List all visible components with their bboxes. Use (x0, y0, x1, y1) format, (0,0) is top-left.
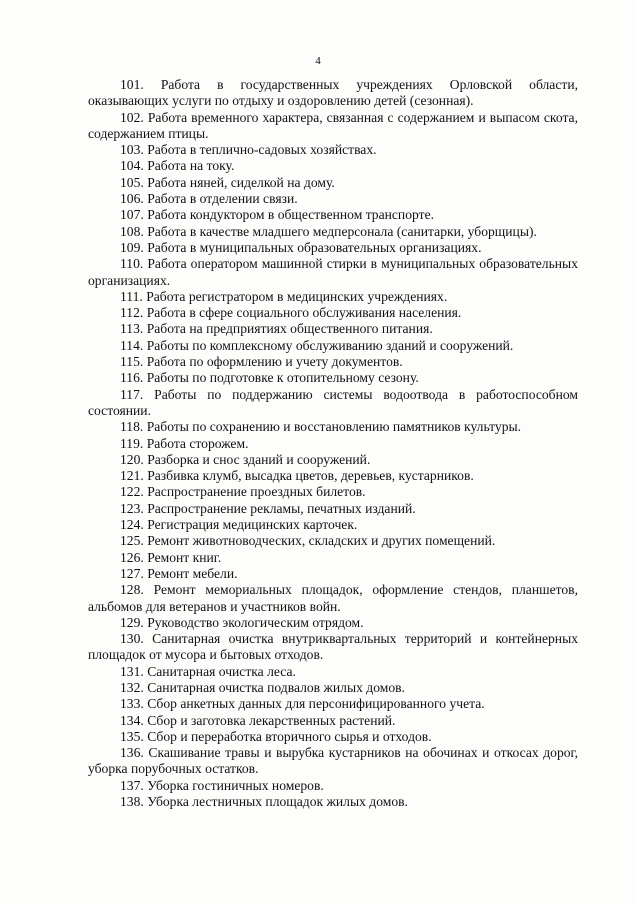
item-number: 116. (120, 370, 144, 386)
item-number: 110. (120, 256, 144, 272)
item-number: 114. (120, 337, 144, 353)
item-text: Уборка лестничных площадок жилых домов. (147, 794, 408, 810)
item-text: Работа в тепличнo-садовых хозяйствах. (147, 142, 377, 158)
item-number: 113. (120, 321, 144, 337)
list-item (88, 615, 578, 631)
list-item (88, 664, 578, 680)
item-number: 131. (120, 663, 144, 679)
list-item (88, 452, 578, 468)
list-item (88, 256, 578, 289)
item-number: 106. (120, 191, 144, 207)
item-number: 121. (120, 468, 144, 484)
item-number: 115. (120, 354, 144, 370)
list-item (88, 745, 578, 778)
item-number: 120. (120, 451, 144, 467)
item-text: Работа на предприятиях общественного питания. (146, 321, 433, 337)
item-number: 119. (120, 435, 144, 451)
list-item (88, 142, 578, 158)
list-item (88, 387, 578, 420)
list-item (88, 191, 578, 207)
item-text: Ремонт книг. (147, 549, 222, 565)
item-text: Ремонт мемориальных площадок, оформление стендов, планшетов, альбомов для ветеранов и участников войн. (88, 582, 578, 614)
item-text: Регистрация медицинских карточек. (147, 517, 358, 533)
item-text: Работа оператором машинной стирки в муниципальных образовательных организациях. (88, 256, 578, 288)
item-text: Работа в муниципальных образовательных организациях. (147, 239, 482, 255)
item-text: Уборка гостиничных номеров. (147, 777, 324, 793)
item-text: Ремонт мебели. (147, 565, 238, 581)
item-text: Распространение проездных билетов. (147, 484, 366, 500)
list-item (88, 631, 578, 664)
list-item (88, 370, 578, 386)
item-text: Разборка и снос зданий и сооружений. (147, 451, 371, 467)
item-text: Руководство экологическим отрядом. (147, 614, 364, 630)
item-number: 137. (120, 777, 144, 793)
item-number: 136. (120, 745, 144, 761)
item-number: 111. (120, 288, 143, 304)
item-text: Работы по подготовке к отопительному сезону. (146, 370, 419, 386)
list-item (88, 484, 578, 500)
list-item (88, 713, 578, 729)
item-text: Сбор и заготовка лекарственных растений. (147, 712, 396, 728)
item-number: 117. (120, 386, 144, 402)
item-number: 112. (120, 305, 144, 321)
item-text: Работа регистратором в медицинских учреждениях. (146, 288, 448, 304)
item-number: 107. (120, 207, 144, 223)
item-text: Санитарная очистка подвалов жилых домов. (147, 679, 405, 695)
item-number: 104. (120, 158, 144, 174)
list-item (88, 696, 578, 712)
list-item (88, 77, 578, 110)
item-number: 129. (120, 614, 144, 630)
list-item (88, 224, 578, 240)
list-item (88, 533, 578, 549)
list-item (88, 175, 578, 191)
page-number: 4 (315, 55, 321, 67)
item-text: Скашивание травы и вырубка кустарников на обочинах и откосах дорог, уборка порубочных остатков. (88, 745, 578, 777)
item-number: 128. (120, 582, 144, 598)
item-number: 126. (120, 549, 144, 565)
item-text: Работа няней, сиделкой на дому. (147, 174, 335, 190)
item-text: Санитарная очистка леса. (147, 663, 296, 679)
item-number: 101. (120, 77, 144, 92)
item-text: Работа временного характера, связанная с содержанием и выпасом скота, содержанием птицы. (88, 109, 578, 141)
item-number: 102. (120, 109, 144, 125)
item-number: 130. (120, 631, 144, 647)
item-text: Сбор и переработка вторичного сырья и отходов. (147, 728, 432, 744)
list-item (88, 419, 578, 435)
item-number: 108. (120, 223, 144, 239)
item-number: 132. (120, 679, 144, 695)
list-item (88, 354, 578, 370)
item-text: Работа в сфере социального обслуживания населения. (146, 305, 462, 321)
list-item (88, 778, 578, 794)
item-number: 133. (120, 696, 144, 712)
list-item (88, 517, 578, 533)
item-text: Санитарная очистка внутриквартальных территорий и контейнерных площадок от мусора и бытовых отходов. (88, 631, 579, 663)
item-text: Ремонт животноводческих, складских и других помещений. (147, 533, 496, 549)
list-item (88, 289, 578, 305)
job-list (88, 77, 578, 810)
item-text: Работы по поддержанию системы водоотвода в работоспособном состоянии. (88, 386, 578, 418)
list-item (88, 794, 578, 810)
list-item (88, 207, 578, 223)
item-number: 123. (120, 500, 144, 516)
list-item (88, 582, 578, 615)
item-number: 125. (120, 533, 144, 549)
item-text: Работа в качестве младшего медперсонала (санитарки, уборщицы). (147, 223, 537, 239)
list-item (88, 468, 578, 484)
item-number: 135. (120, 728, 144, 744)
item-number: 103. (120, 142, 144, 158)
list-item (88, 158, 578, 174)
list-item (88, 305, 578, 321)
item-text: Сбор анкетных данных для персонифицированного учета. (147, 696, 485, 712)
item-text: Работа сторожем. (146, 435, 249, 451)
item-number: 127. (120, 565, 144, 581)
item-number: 109. (120, 239, 144, 255)
item-number: 118. (120, 419, 144, 435)
list-item (88, 321, 578, 337)
item-text: Работа в отделении связи. (147, 191, 298, 207)
item-number: 122. (120, 484, 144, 500)
item-text: Работа кондуктором в общественном транспорте. (147, 207, 434, 223)
list-item (88, 680, 578, 696)
list-item (88, 110, 578, 143)
item-text: Работа по оформлению и учету документов. (146, 354, 403, 370)
item-text: Разбивка клумб, высадка цветов, деревьев, кустарников. (147, 468, 474, 484)
list-item (88, 338, 578, 354)
item-text: Работы по сохранению и восстановлению памятников культуры. (146, 419, 522, 435)
item-number: 105. (120, 174, 144, 190)
item-text: Работы по комплексному обслуживанию зданий и сооружений. (146, 337, 514, 353)
list-item (88, 550, 578, 566)
list-item (88, 436, 578, 452)
item-number: 134. (120, 712, 144, 728)
item-text: Работа в государственных учреждениях Орловской области, оказывающих услуги по отдыху и оздоровлению детей (сезонная). (88, 77, 578, 109)
item-number: 138. (120, 794, 144, 810)
item-text: Работа на току. (147, 158, 235, 174)
list-item (88, 729, 578, 745)
list-item (88, 566, 578, 582)
item-text: Распространение рекламы, печатных изданий. (147, 500, 416, 516)
list-item (88, 501, 578, 517)
list-item (88, 240, 578, 256)
item-number: 124. (120, 517, 144, 533)
